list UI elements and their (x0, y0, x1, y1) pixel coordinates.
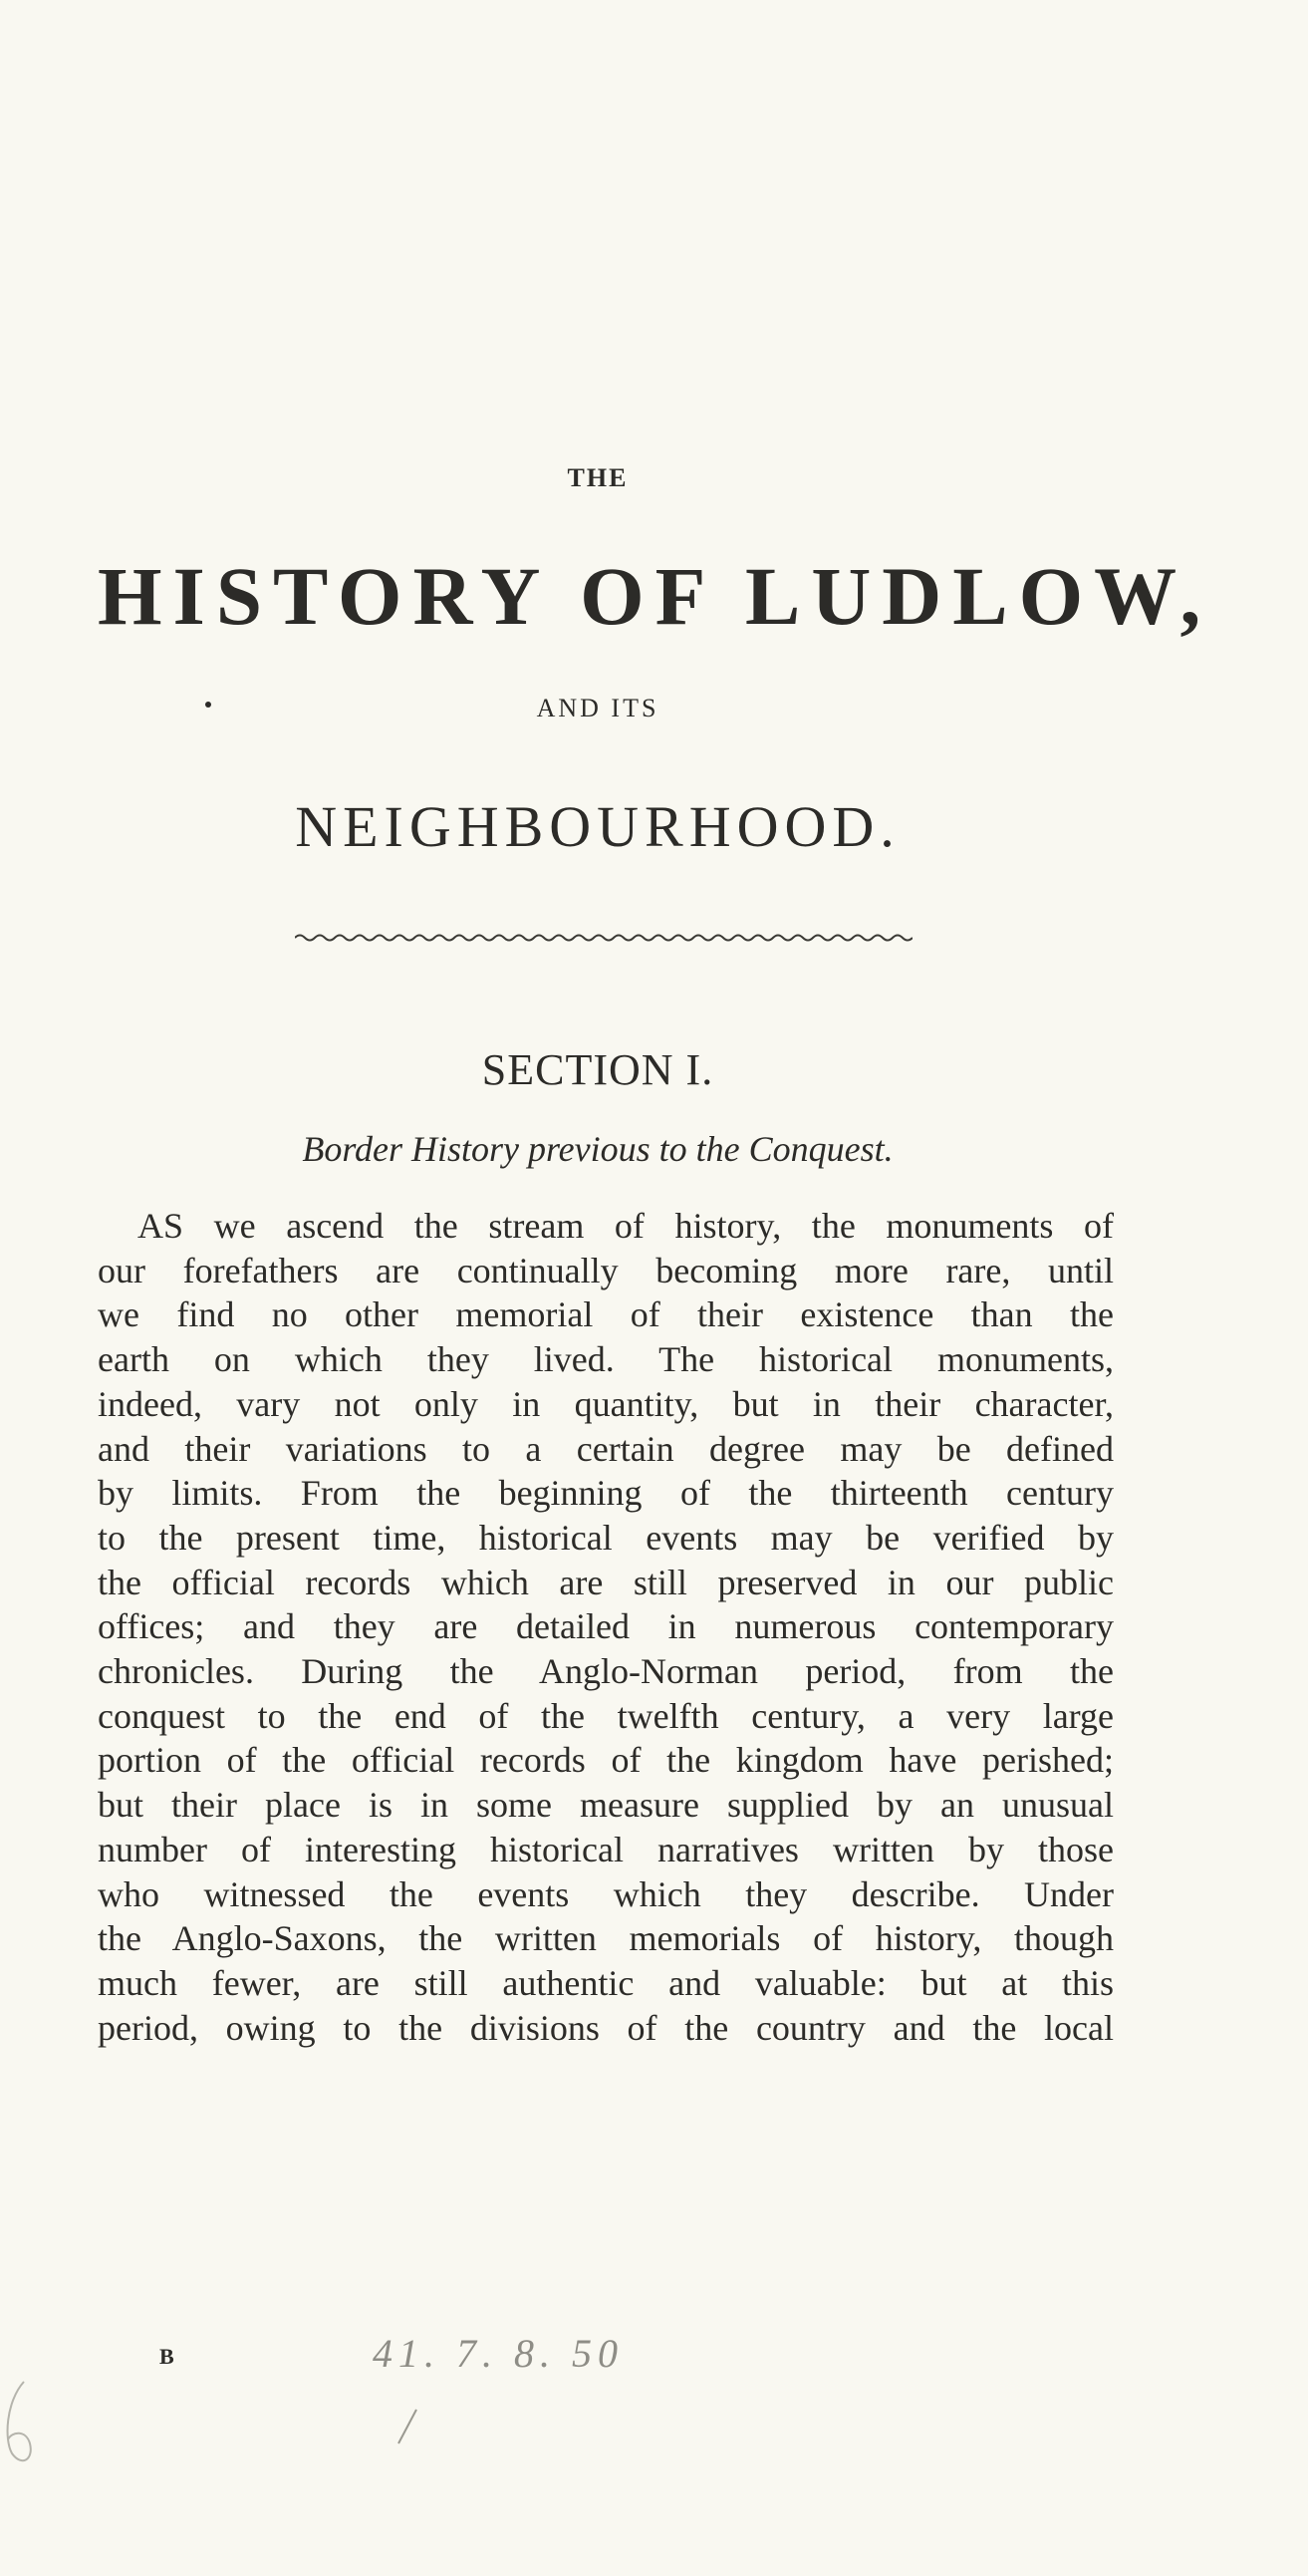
text-line: AS we ascend the stream of history, the monuments of (137, 1206, 1114, 1246)
text-line: earth on which they lived. The historical monuments, (98, 1339, 1114, 1380)
text-line: we find no other memorial of their existence than the (98, 1294, 1114, 1335)
text-line: number of interesting historical narratives written by those (98, 1829, 1114, 1869)
text-line: our forefathers are continually becoming more rare, until (98, 1250, 1114, 1290)
section-heading: SECTION I. (481, 1045, 714, 1094)
signature-mark: B (159, 2344, 175, 2369)
title-connector: AND ITS (536, 694, 659, 722)
text-line: who witnessed the events which they describe. Under (98, 1873, 1114, 1914)
text-line: indeed, vary not only in quantity, but in their character, (98, 1383, 1114, 1424)
book-subtitle: NEIGHBOURHOOD. (295, 794, 901, 859)
handwritten-shelfmark: 41. 7. 8. 50 (373, 2331, 624, 2376)
book-title: HISTORY OF LUDLOW, (98, 550, 1212, 642)
wavy-divider (295, 930, 913, 946)
text-line: period, owing to the divisions of the country and the local (98, 2007, 1114, 2048)
body-paragraph (98, 1204, 1114, 2050)
text-line: conquest to the end of the twelfth century, a very large (98, 1695, 1114, 1736)
text-line: offices; and they are detailed in numerous contemporary (98, 1606, 1114, 1647)
text-line: much fewer, are still authentic and valuable: but at this (98, 1962, 1114, 2003)
title-prefix: THE (567, 463, 629, 492)
text-line: portion of the official records of the kingdom have perished; (98, 1740, 1114, 1781)
section-subtitle: Border History previous to the Conquest. (302, 1129, 894, 1169)
text-line: the official records which are still preserved in our public (98, 1562, 1114, 1602)
text-line: by limits. From the beginning of the thirteenth century (98, 1473, 1114, 1514)
text-line: the Anglo-Saxons, the written memorials of history, though (98, 1918, 1114, 1959)
text-line: chronicles. During the Anglo-Norman period, from the (98, 1651, 1114, 1692)
text-line: and their variations to a certain degree may be defined (98, 1428, 1114, 1469)
text-line: but their place is in some measure supplied by an unusual (98, 1785, 1114, 1826)
text-line: to the present time, historical events may be verified by (98, 1517, 1114, 1558)
